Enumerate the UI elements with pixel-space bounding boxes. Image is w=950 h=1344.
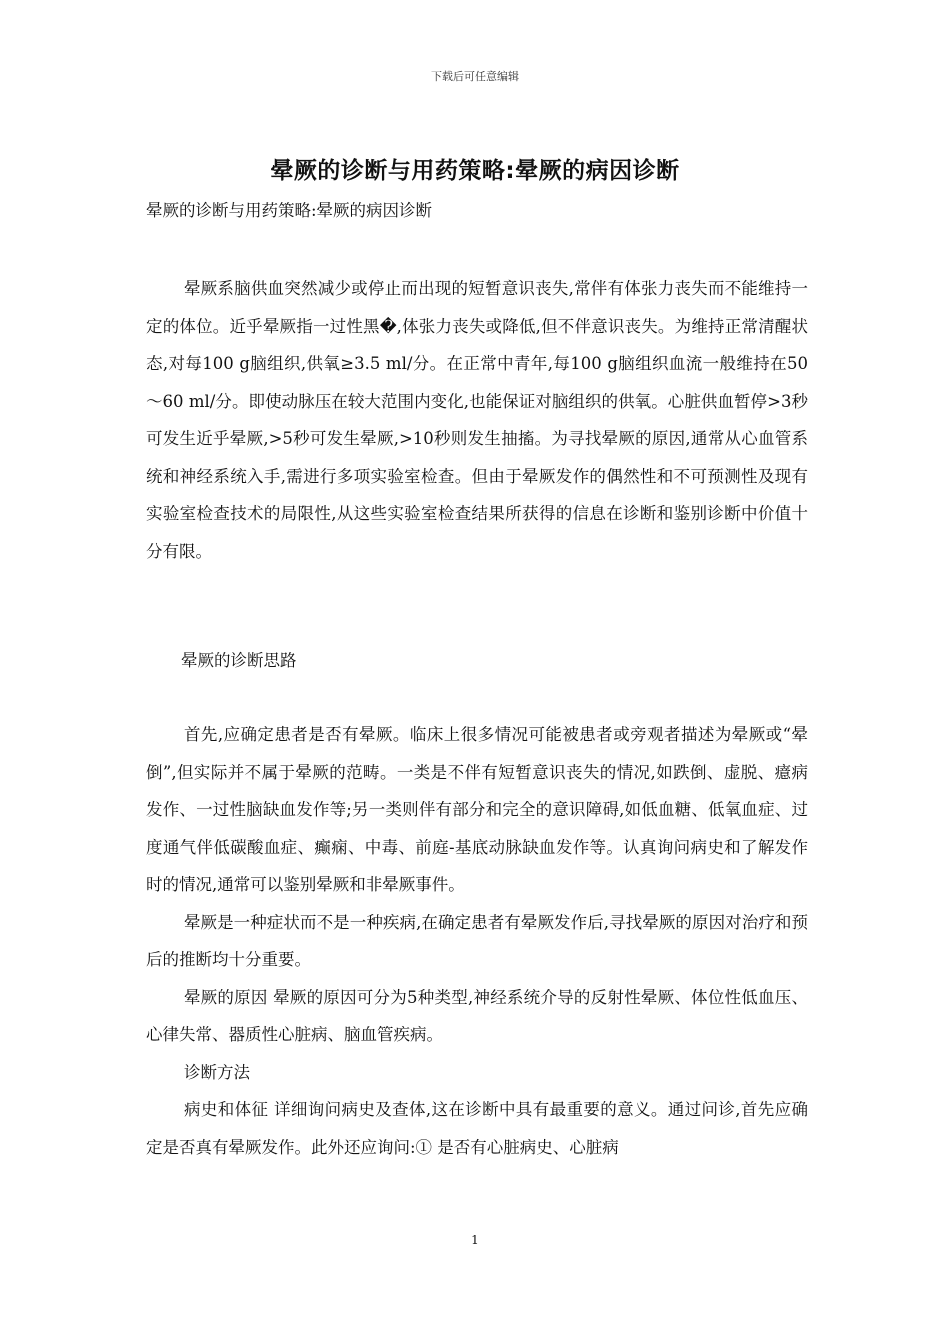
subtitle: 晕厥的诊断与用药策略:晕厥的病因诊断 — [146, 201, 433, 220]
subheading-diagnosis-methods: 诊断方法 — [183, 1062, 250, 1082]
body-block — [146, 716, 808, 1166]
section-heading: 晕厥的诊断思路 — [181, 651, 297, 670]
body-paragraph: 病史和体征 详细询问病史及查体,这在诊断中具有最重要的意义。通过问诊,首先应确定是否真有晕厥发作。此外还应询问:① 是否有心脏病史、心脏病 — [146, 1100, 808, 1157]
body-paragraph: 晕厥的原因 晕厥的原因可分为5种类型,神经系统介导的反射性晕厥、体位性低血压、心律失常、器质性心脏病、脑血管疾病。 — [146, 987, 808, 1044]
body-paragraph: 晕厥是一种症状而不是一种疾病,在确定患者有晕厥发作后,寻找晕厥的原因对治疗和预后的推断均十分重要。 — [146, 912, 808, 969]
page-title: 晕厥的诊断与用药策略:晕厥的病因诊断 — [270, 158, 680, 184]
intro-block — [146, 270, 808, 570]
header-note: 下载后可任意编辑 — [431, 70, 519, 83]
intro-paragraph: 晕厥系脑供血突然减少或停止而出现的短暂意识丧失,常伴有体张力丧失而不能维持一定的体位。近乎晕厥指一过性黑�,体张力丧失或降低,但不伴意识丧失。为维持正常清醒状态,对每100 g脑组织,供氧≥3.5 ml/分。在正常中青年,每100 g脑组织血流一般维持在50～60 ml/分。即使动脉压在较大范围内变化,也能保证对脑组织的供氧。心脏供血暂停>3秒可发生近乎晕厥,>5秒可发生晕厥,>10秒则发生抽搐。为寻找晕厥的原因,通常从心血管系统和神经系统入手,需进行多项实验室检查。但由于晕厥发作的偶然性和不可预测性及现有实验室检查技术的局限性,从这些实验室检查结果所获得的信息在诊断和鉴别诊断中价值十分有限。 — [146, 279, 808, 561]
page-number: 1 — [471, 1233, 479, 1247]
body-paragraph: 首先,应确定患者是否有晕厥。临床上很多情况可能被患者或旁观者描述为晕厥或“晕倒”,但实际并不属于晕厥的范畴。一类是不伴有短暂意识丧失的情况,如跌倒、虚脱、癔病发作、一过性脑缺血发作等;另一类则伴有部分和完全的意识障碍,如低血糖、低氧血症、过度通气伴低碳酸血症、癫痫、中毒、前庭-基底动脉缺血发作等。认真询问病史和了解发作时的情况,通常可以鉴别晕厥和非晕厥事件。 — [146, 725, 808, 894]
